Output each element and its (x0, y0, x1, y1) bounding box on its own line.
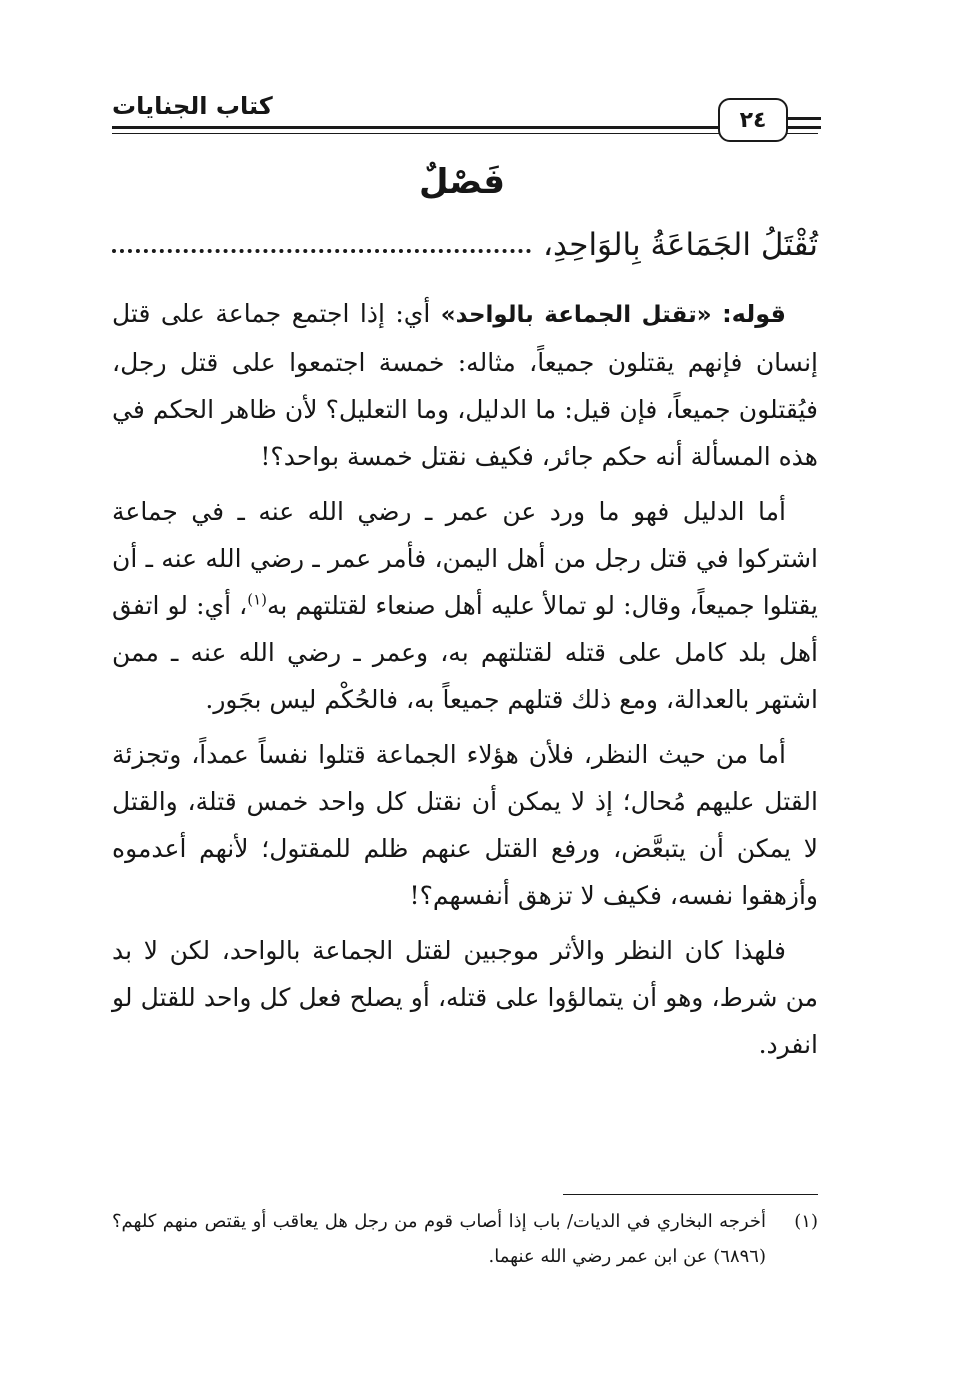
paragraph-2-text-after: ، أي: لو اتفق أهل بلد كامل على قتله لقتلتهم به، وعمر ـ رضي الله عنه ـ ممن اشتهر بالعدالة، ومع ذلك قتلهم جميعاً به، فالحُكْم ليس بجَور. (112, 591, 818, 714)
body-text (112, 290, 818, 1076)
paragraph-4: فلهذا كان النظر والأثر موجبين لقتل الجماعة بالواحد، لكن لا بد من شرط، وهو أن يتمالؤوا على قتله، أو يصلح فعل كل واحد للقتل لو انفرد. (112, 936, 818, 1059)
paragraph-1 (112, 290, 818, 480)
footnote-text: أخرجه البخاري في الديات/ باب إذا أصاب قوم من رجل هل يعاقب أو يقتص منهم كلهم؟ (٦٨٩٦) عن ابن عمر رضي الله عنهما. (112, 1211, 766, 1267)
footnote-separator (563, 1194, 818, 1195)
lead-in-label: قوله: (722, 300, 786, 328)
matn-line (112, 220, 818, 270)
header-rule-thin (112, 133, 818, 134)
running-header-title: كتاب الجنايات (112, 92, 273, 120)
footnote-number: (١) (794, 1211, 818, 1232)
footnote (112, 1204, 818, 1274)
header-rule (112, 126, 818, 129)
page-number: ٢٤ (739, 107, 767, 133)
header-ornament-line (785, 126, 821, 129)
dotted-leader (112, 237, 531, 253)
paragraph-2 (112, 488, 818, 723)
section-heading: فَصْلٌ (418, 162, 506, 202)
matn-text: تُقْتَلُ الجَمَاعَةُ بِالوَاحِدِ، (543, 227, 818, 263)
paragraph-3: أما من حيث النظر، فلأن هؤلاء الجماعة قتلوا نفساً عمداً، وتجزئة القتل عليهم مُحال؛ إذ لا يمكن أن نقتل كل واحد خمس قتلة، والقتل لا يمكن أن يتبعَّض، ورفع القتل عنهم ظلم للمقتول؛ لأنهم أعدموه وأزهقوا نفسه، فكيف لا تزهق أنفسهم؟! (112, 740, 818, 910)
header-ornament-line (785, 117, 821, 120)
quoted-matn: «تقتل الجماعة بالواحد» (440, 302, 712, 328)
page-number-box (718, 98, 788, 142)
paragraph-2-text: أما الدليل فهو ما ورد عن عمر ـ رضي الله عنه ـ في جماعة اشتركوا في قتل رجل من أهل اليمن، فأمر عمر ـ رضي الله عنه ـ أن يقتلوا جميعاً، وقال: لو تمالأ عليه أهل صنعاء لقتلتهم به (112, 497, 819, 620)
footnote-reference[interactable]: (١) (247, 590, 268, 609)
paragraph-1-text: أي: إذا اجتمع جماعة على قتل إنسان فإنهم يقتلون جميعاً، مثاله: خمسة اجتمعوا على قتل رجل، فيُقتلون جميعاً، فإن قيل: ما الدليل، وما التعليل؟ لأن ظاهر الحكم في هذه المسألة أنه حكم جائر، فكيف نقتل خمسة بواحد؟! (112, 299, 818, 471)
